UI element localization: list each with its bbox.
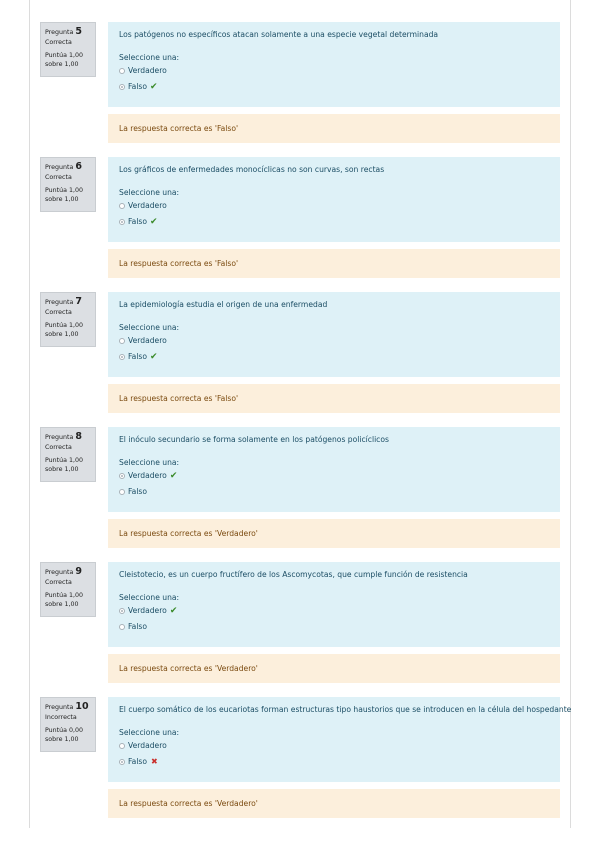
question-label: Pregunta (45, 299, 74, 306)
option-label: Falso (128, 757, 148, 766)
question-number (45, 432, 91, 442)
radio-button[interactable] (119, 68, 125, 74)
question-label: Pregunta (45, 569, 74, 576)
check-icon: ✔ (150, 352, 158, 362)
option-falso[interactable] (119, 754, 550, 770)
question-formulation (108, 697, 572, 782)
check-icon: ✔ (169, 471, 178, 481)
radio-button-selected[interactable] (119, 608, 125, 614)
check-icon: ✔ (169, 606, 178, 616)
question-state: Correcta (45, 444, 72, 451)
question-info-panel (40, 697, 96, 752)
question-number-value: 6 (75, 161, 82, 172)
answer-prompt: Seleccione una: (119, 53, 180, 62)
option-falso[interactable] (119, 619, 550, 635)
option-label: Verdadero (128, 471, 167, 480)
question-number (45, 162, 91, 172)
option-label: Verdadero (128, 201, 167, 210)
question-grade (45, 726, 91, 744)
question-grade (45, 321, 91, 339)
check-icon: ✔ (150, 82, 158, 92)
question-block (0, 157, 600, 292)
cross-icon: ✖ (151, 757, 158, 766)
radio-button[interactable] (119, 338, 125, 344)
question-grade (45, 51, 91, 69)
grade-score: Puntúa 1,00 (45, 322, 84, 329)
question-block (0, 562, 600, 697)
question-number-value: 5 (75, 26, 82, 37)
grade-score: Puntúa 1,00 (45, 52, 84, 59)
question-label: Pregunta (45, 29, 74, 36)
right-answer-feedback: La respuesta correcta es 'Falso' (108, 249, 560, 278)
grade-max: sobre 1,00 (45, 61, 79, 68)
question-number (45, 27, 91, 37)
question-formulation (108, 562, 560, 647)
radio-button-selected[interactable] (119, 759, 125, 765)
question-number-value: 7 (75, 296, 82, 307)
question-number (45, 702, 91, 712)
question-info-panel (40, 292, 96, 347)
option-label: Falso (128, 217, 148, 226)
question-block (0, 427, 600, 562)
option-falso[interactable] (119, 349, 550, 365)
right-answer-feedback: La respuesta correcta es 'Verdadero' (108, 654, 560, 683)
answer-prompt: Seleccione una: (119, 458, 180, 467)
grade-score: Puntúa 1,00 (45, 457, 84, 464)
question-state: Incorrecta (45, 714, 77, 721)
question-text: Cleistotecio, es un cuerpo fructífero de los Ascomycotas, que cumple función de resistencia (119, 570, 468, 579)
radio-button-selected[interactable] (119, 354, 125, 360)
question-formulation (108, 427, 560, 512)
radio-button-selected[interactable] (119, 219, 125, 225)
option-falso[interactable] (119, 214, 550, 230)
option-verdadero[interactable] (119, 63, 550, 79)
question-number-value: 8 (75, 431, 82, 442)
question-label: Pregunta (45, 704, 74, 711)
question-state: Correcta (45, 39, 72, 46)
option-label: Falso (128, 352, 148, 361)
question-text: El inóculo secundario se forma solamente en los patógenos policíclicos (119, 435, 389, 444)
question-grade (45, 591, 91, 609)
answer-prompt: Seleccione una: (119, 188, 180, 197)
question-grade (45, 456, 91, 474)
grade-max: sobre 1,00 (45, 601, 79, 608)
question-formulation (108, 292, 560, 377)
question-state: Correcta (45, 174, 72, 181)
option-falso[interactable] (119, 79, 550, 95)
question-formulation (108, 22, 560, 107)
radio-button[interactable] (119, 203, 125, 209)
question-info-panel (40, 427, 96, 482)
right-answer-feedback: La respuesta correcta es 'Verdadero' (108, 789, 560, 818)
option-label: Verdadero (128, 66, 167, 75)
question-info-panel (40, 157, 96, 212)
option-verdadero[interactable] (119, 738, 550, 754)
option-verdadero[interactable] (119, 603, 550, 619)
question-text: La epidemiología estudia el origen de una enfermedad (119, 300, 328, 309)
question-info-panel (40, 562, 96, 617)
grade-score: Puntúa 0,00 (45, 727, 84, 734)
question-info-panel (40, 22, 96, 77)
question-grade (45, 186, 91, 204)
option-falso[interactable] (119, 484, 550, 500)
question-state: Correcta (45, 579, 72, 586)
answer-prompt: Seleccione una: (119, 728, 180, 737)
grade-score: Puntúa 1,00 (45, 592, 84, 599)
answer-prompt: Seleccione una: (119, 593, 180, 602)
question-text: Los patógenos no específicos atacan solamente a una especie vegetal determinada (119, 30, 439, 39)
question-block (0, 22, 600, 157)
radio-button[interactable] (119, 743, 125, 749)
question-label: Pregunta (45, 164, 74, 171)
option-label: Falso (128, 487, 148, 496)
check-icon: ✔ (150, 217, 158, 227)
option-verdadero[interactable] (119, 198, 550, 214)
question-label: Pregunta (45, 434, 74, 441)
grade-score: Puntúa 1,00 (45, 187, 84, 194)
radio-button[interactable] (119, 624, 125, 630)
question-state: Correcta (45, 309, 72, 316)
grade-max: sobre 1,00 (45, 196, 79, 203)
radio-button-selected[interactable] (119, 84, 125, 90)
option-label: Verdadero (128, 741, 167, 750)
question-formulation (108, 157, 560, 242)
option-label: Falso (128, 622, 148, 631)
grade-max: sobre 1,00 (45, 331, 79, 338)
question-number-value: 9 (75, 566, 82, 577)
option-label: Verdadero (128, 336, 167, 345)
question-text: El cuerpo somático de los eucariotas forman estructuras tipo haustorios que se introducen en la célula del hospedante (119, 705, 572, 714)
right-answer-feedback: La respuesta correcta es 'Falso' (108, 114, 560, 143)
question-number-value: 10 (75, 701, 89, 712)
option-verdadero[interactable] (119, 468, 550, 484)
option-verdadero[interactable] (119, 333, 550, 349)
question-block (0, 697, 600, 832)
question-number (45, 297, 91, 307)
right-answer-feedback: La respuesta correcta es 'Falso' (108, 384, 560, 413)
right-answer-feedback: La respuesta correcta es 'Verdadero' (108, 519, 560, 548)
radio-button-selected[interactable] (119, 473, 125, 479)
question-number (45, 567, 91, 577)
option-label: Falso (128, 82, 148, 91)
answer-prompt: Seleccione una: (119, 323, 180, 332)
question-block (0, 292, 600, 427)
option-label: Verdadero (128, 606, 167, 615)
grade-max: sobre 1,00 (45, 736, 79, 743)
grade-max: sobre 1,00 (45, 466, 79, 473)
question-text: Los gráficos de enfermedades monocíclicas no son curvas, son rectas (119, 165, 385, 174)
radio-button[interactable] (119, 489, 125, 495)
